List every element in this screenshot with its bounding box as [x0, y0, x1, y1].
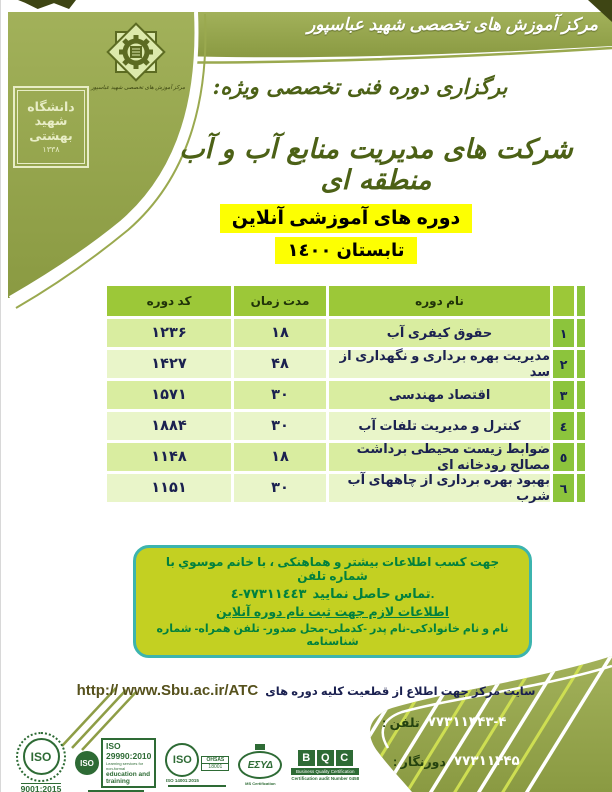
course-name: بهبود بهره برداری از چاههای آب شرب — [329, 474, 550, 502]
course-duration: ۳۰ — [234, 381, 326, 409]
row-strip — [577, 350, 585, 378]
course-code: ۱۱۴۸ — [107, 443, 231, 471]
iso-29990-circle-icon: ISO — [75, 751, 99, 775]
bqc-bar: Business Quality Certification — [291, 768, 359, 775]
esyd-flag-icon — [255, 744, 265, 750]
bqc-letter-q: Q — [317, 750, 334, 766]
stamp-word: دانشگاه — [27, 99, 75, 114]
website-label: سایت مرکز جهت اطلاع از قطعیت کلیه دوره های — [265, 686, 536, 698]
table-header-strip — [577, 286, 585, 316]
course-code: ۱۸۸۴ — [107, 412, 231, 440]
info-line-4: نام و نام خانوادکی-نام پدر -کدملی-محل صدور- تلفن همراه- شماره شناسنامه — [156, 623, 509, 649]
info-line-2 — [231, 586, 435, 602]
iso-29990-subtitle: Learning services for non-formal — [106, 761, 144, 771]
courses-table — [107, 286, 585, 502]
ohsas-label: OHSAS — [206, 756, 225, 763]
course-duration: ۴۸ — [234, 350, 326, 378]
website-line — [0, 682, 612, 699]
esyd-logo — [238, 744, 282, 786]
bqc-subtitle: Certification audit Number 0458 — [291, 775, 360, 781]
iso-29990-logo — [75, 738, 156, 792]
bqc-letter-c: C — [336, 750, 353, 766]
iso-29990-title: ISO 29990:2010 — [106, 741, 152, 761]
course-duration: ۳۰ — [234, 474, 326, 502]
iso-9001-ring-icon — [16, 732, 66, 782]
page-subtitle-season: تابستان ١٤٠٠ — [275, 237, 416, 264]
website-url-link[interactable]: http:// www.Sbu.ac.ir/ATC — [76, 682, 259, 699]
course-name: اقتصاد مهندسی — [329, 381, 550, 409]
iso-14001-logo — [165, 743, 229, 787]
esyd-subtitle: MS Certification — [245, 781, 276, 786]
fax-label: دورنگار : — [393, 754, 446, 769]
contact-info-box — [133, 545, 532, 658]
table-header-index — [553, 286, 574, 316]
stamp-year: ۱۳۳۸ — [42, 145, 60, 155]
info-line-3: اطلاعات لازم جهت ثبت نام دوره آنلاین — [215, 605, 450, 620]
bqc-letter-b: B — [298, 750, 315, 766]
info-phone-number: ٧٧٣١١٤٤٣-٤ — [230, 585, 307, 601]
university-stamp — [13, 86, 89, 168]
course-code: ۱۵۷۱ — [107, 381, 231, 409]
bqc-logo — [291, 750, 359, 781]
training-center-emblem-icon — [104, 20, 168, 84]
header-org-title: مرکز آموزش های تخصصی شهید عباسپور — [307, 15, 598, 34]
phone-line — [382, 714, 506, 730]
stamp-word: شهید — [34, 114, 68, 129]
course-name: ضوابط زیست محیطی برداشت مصالح رودخانه ای — [329, 443, 550, 471]
course-name: حقوق کیفری آب — [329, 319, 550, 347]
emblem-caption: مرکز آموزش های تخصصی شهید عباسپور — [90, 85, 186, 91]
table-header-duration: مدت زمان — [234, 286, 326, 316]
row-strip — [577, 319, 585, 347]
iso-29990-subtitle-2: education and training — [106, 771, 151, 785]
course-code: ۱۲۳۶ — [107, 319, 231, 347]
row-strip — [577, 474, 585, 502]
iso-14001-number: ISO 14001:2015 — [165, 778, 199, 783]
stamp-word: بهشتی — [29, 128, 73, 143]
course-name: مدیریت بهره برداری و نگهداری از سد — [329, 350, 550, 378]
course-duration: ۳۰ — [234, 412, 326, 440]
iso-9001-number: 9001:2015 — [21, 783, 62, 792]
course-code: ۱۴۲۷ — [107, 350, 231, 378]
info-line-1: جهت کسب اطلاعات بیشتر و هماهنکی ، با خانم موسوي با شماره تلفن — [165, 554, 500, 583]
course-duration: ۱۸ — [234, 319, 326, 347]
fax-line — [393, 753, 520, 769]
table-header-name: نام دوره — [329, 286, 550, 316]
row-index: ٦ — [553, 474, 574, 502]
phone-label: تلفن : — [382, 715, 420, 730]
row-index: ١ — [553, 319, 574, 347]
page-title: دوره های آموزشی آنلاین — [220, 204, 473, 233]
ohsas-number: 18001 — [202, 763, 228, 770]
calligraphy-line-2: شرکت های مدیریت منابع آب و آب منطقه ای — [179, 134, 573, 196]
row-strip — [577, 381, 585, 409]
row-index: ٥ — [553, 443, 574, 471]
course-name: کنترل و مدیریت تلفات آب — [329, 412, 550, 440]
course-code: ۱۱۵۱ — [107, 474, 231, 502]
row-index: ٤ — [553, 412, 574, 440]
phone-number: ۷۷۳۱۱۴۴۳-۴ — [427, 714, 507, 729]
highlighted-titles — [107, 204, 585, 264]
iso-14001-circle-icon: ISO — [165, 743, 199, 777]
course-duration: ۱۸ — [234, 443, 326, 471]
iso-9001-logo — [16, 732, 66, 792]
calligraphy-line-1: برگزاری دوره فنی تخصصی ویژه: — [212, 74, 508, 99]
row-index: ٣ — [553, 381, 574, 409]
info-line-2-text: تماس حاصل نمایید. — [312, 585, 435, 601]
table-header-code: کد دوره — [107, 286, 231, 316]
row-index: ٢ — [553, 350, 574, 378]
row-strip — [577, 443, 585, 471]
iso-9001-text: ISO — [23, 738, 60, 775]
fax-number: ۷۷۳۱۱۴۴۵ — [453, 753, 520, 768]
iso-14001-cert-microtext — [168, 785, 226, 787]
esyd-oval-icon: ΕΣΥΔ — [238, 751, 282, 779]
ohsas-18001-badge — [201, 756, 229, 771]
row-strip — [577, 412, 585, 440]
certification-logos-row — [16, 740, 360, 792]
